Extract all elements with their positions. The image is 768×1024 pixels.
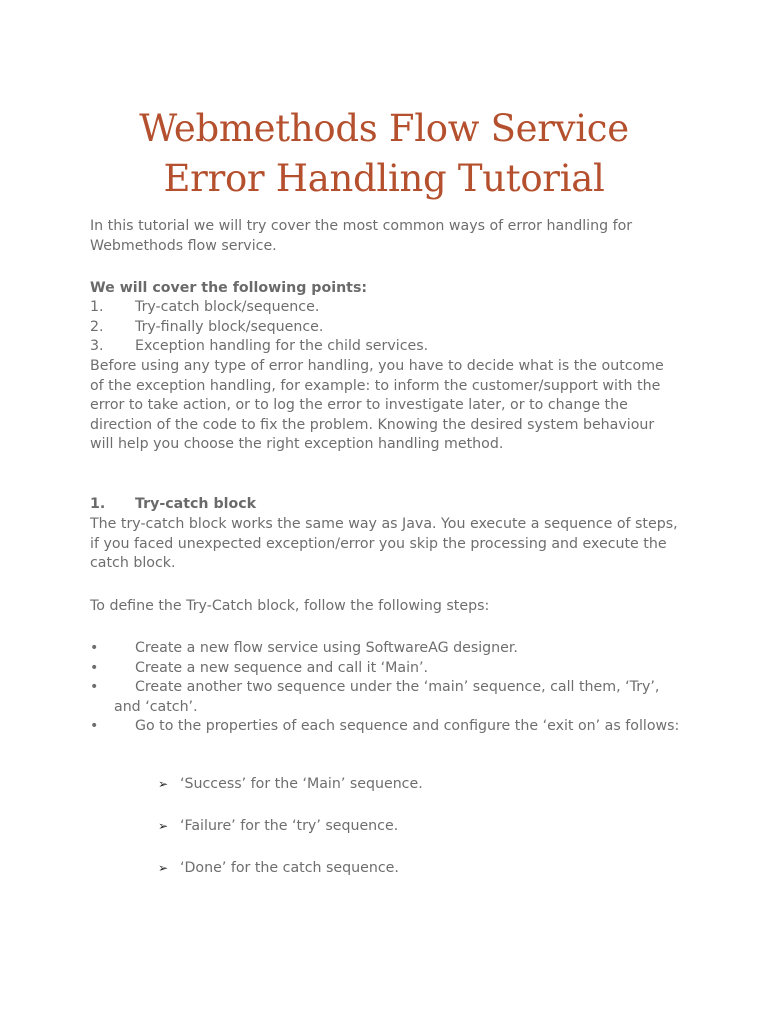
- bullet-icon: •: [90, 718, 99, 734]
- list-number: 1.: [90, 299, 104, 315]
- list-item: [90, 337, 690, 357]
- section-number: 1.: [90, 496, 106, 512]
- list-text: Try-finally block/sequence.: [135, 318, 324, 335]
- intro-paragraph: In this tutorial we will try cover the most common ways of error handling for Webmethods flow service.: [90, 218, 633, 254]
- list-item: [90, 318, 690, 338]
- define-paragraph: To define the Try-Catch block, follow the following steps:: [90, 598, 490, 614]
- arrow-item-text: ‘Done’ for the catch sequence.: [180, 860, 399, 876]
- arrow-bullet-icon: ➢: [158, 819, 169, 833]
- bullet-text: Create a new sequence and call it ‘Main’.: [135, 659, 429, 676]
- bullet-text: Create a new flow service using SoftwareAG designer.: [135, 640, 518, 656]
- list-number: 2.: [90, 318, 104, 335]
- bullet-text: Go to the properties of each sequence and configure the ‘exit on’ as follows:: [135, 718, 680, 734]
- list-text: Exception handling for the child services.: [135, 338, 429, 354]
- bullet-icon: •: [90, 640, 99, 656]
- bullet-item: [90, 659, 690, 679]
- section-title: Try-catch block: [135, 496, 257, 512]
- try-catch-paragraph: The try-catch block works the same way as Java. You execute a sequence of steps, if you faced unexpected exception/error you skip the processing and execute the catch block.: [90, 516, 678, 571]
- title-line-1: Webmethods Flow Service: [139, 107, 629, 150]
- bullet-item: [90, 717, 690, 737]
- arrow-bullet-icon: ➢: [158, 861, 169, 875]
- arrow-item-text: ‘Success’ for the ‘Main’ sequence.: [180, 776, 423, 792]
- bullet-item: [90, 639, 690, 659]
- title-line-2: Error Handling Tutorial: [163, 157, 605, 200]
- arrow-item-text: ‘Failure’ for the ‘try’ sequence.: [180, 818, 399, 834]
- document-title: [0, 104, 768, 204]
- bullet-item: [90, 678, 690, 717]
- list-text: Try-catch block/sequence.: [135, 299, 320, 315]
- steps-bullet-list: [90, 639, 690, 737]
- points-list: [90, 298, 690, 357]
- before-paragraph: Before using any type of error handling, you have to decide what is the outcome of the exception handling, for example: to inform the customer/support with the error to take action, or to log the error to investigate later, or to change the direction of the code to fix the problem. Knowing the desired system behaviour will help you choose the right exception handling method.: [90, 358, 664, 452]
- bullet-text: Create another two sequence under the ‘main’ sequence, call them, ‘Try’, and ‘catch’.: [114, 679, 660, 715]
- points-heading: We will cover the following points:: [90, 280, 368, 296]
- list-number: 3.: [90, 338, 104, 354]
- list-item: [90, 298, 690, 318]
- bullet-icon: •: [90, 659, 99, 676]
- bullet-icon: •: [90, 679, 99, 695]
- arrow-bullet-icon: ➢: [158, 777, 169, 791]
